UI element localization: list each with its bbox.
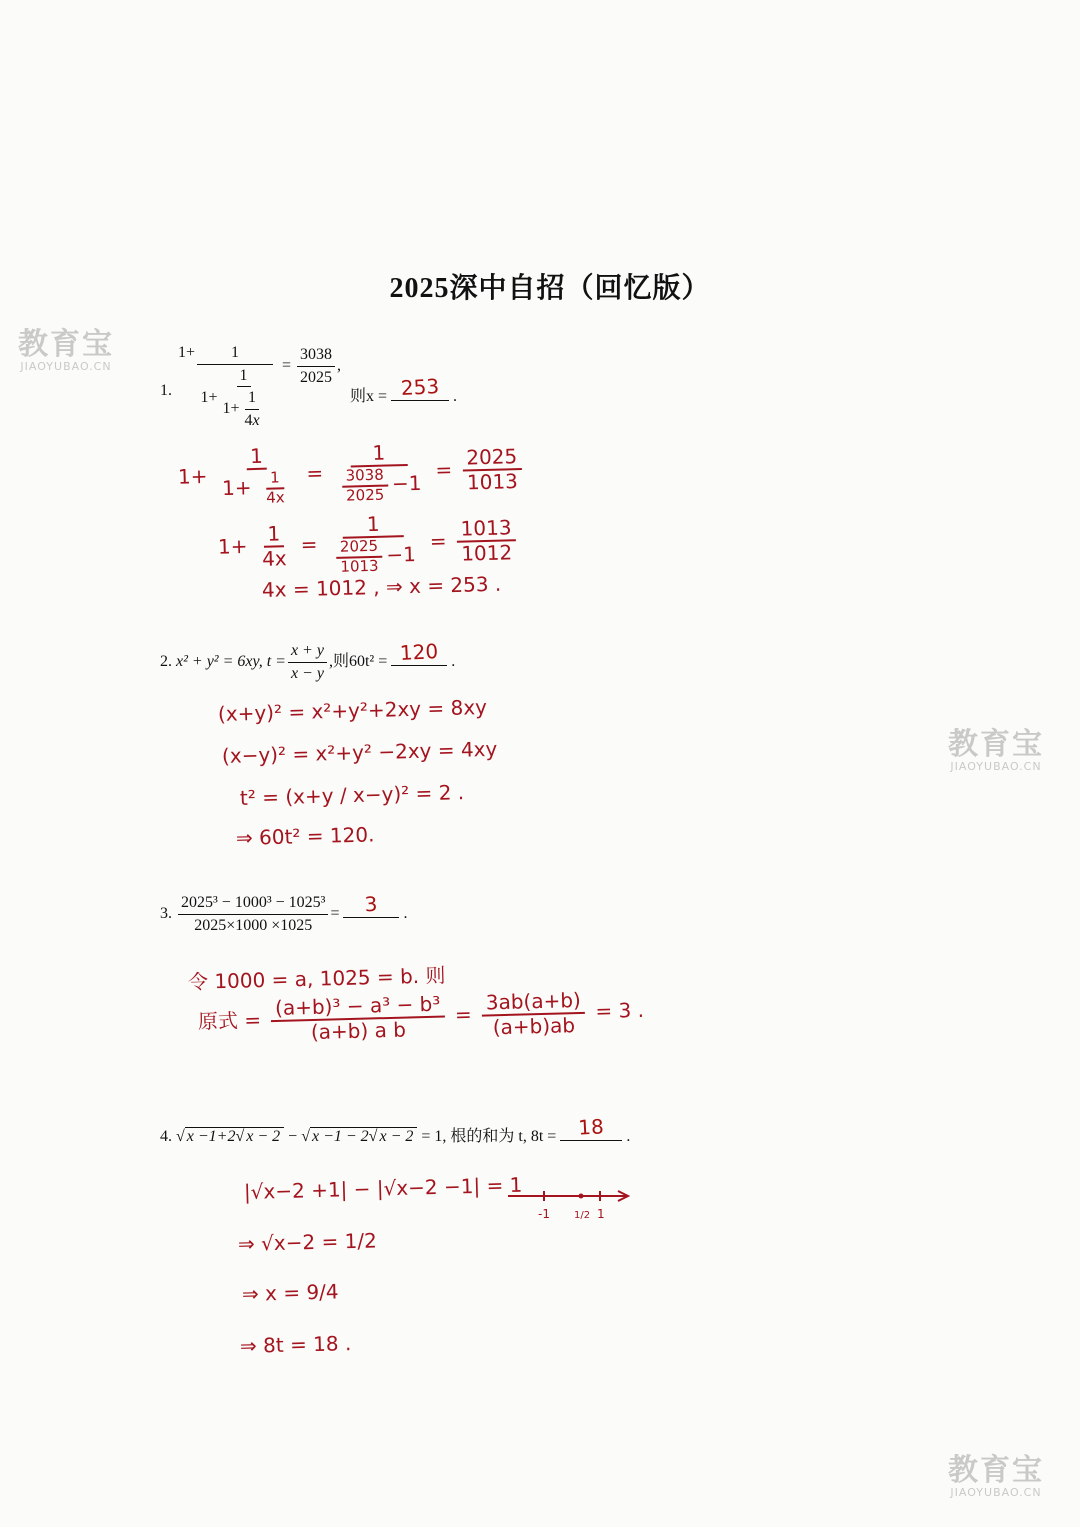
q4-answer: 18 [577,1114,605,1140]
q3-work-line1: 令 1000 = a, 1025 = b. 则 [187,963,446,994]
q2-work-line4: ⇒ 60t² = 120. [235,822,375,850]
hw-num: (a+b)³ − a³ − b³ [271,994,445,1023]
q1-result-den: 2025 [300,368,333,386]
hw-den: 4x [261,546,288,572]
q3-eq: = [330,904,340,922]
q1-frac-num: 1 [197,344,273,365]
q1-answer-blank [391,374,449,401]
q2-work-line3: t² = (x+y / x−y)² = 2 . [239,780,465,810]
q3-number: 3. [160,904,172,922]
hw-den: $\frac{2025}{1013}$ −1 [328,537,421,576]
q2-frac-num: x + y [288,642,327,663]
q3-frac [178,894,328,934]
q1-one: 1+ [178,344,196,361]
hw-den: 1013 [466,469,519,495]
q2-work-line1: (x+y)² = x²+y²+2xy = 8xy [217,694,488,726]
watermark-brand: 教育宝 [948,1453,1044,1488]
watermark-brand: 教育宝 [948,727,1044,762]
q4-work-line1: |√x−2 +1| − |√x−2 −1| = 1 [243,1172,523,1204]
hw-frac [257,523,291,570]
q4-radical-1: x −1+2√ x − 2 [185,1127,284,1145]
q2-frac-den: x − y [290,664,324,682]
q1-expression [178,344,275,429]
q1-work-line2: 1+ $\frac{1}{4x}$ = 1 $\frac{2025}{1013}$ −1 = $\frac{1013}{1012}$ [217,510,520,578]
q1-inner-num: 1 [245,389,259,410]
hw-num: 1013 [456,517,516,543]
q1-result-num: 3038 [297,346,335,367]
q3-work-line2: 原式 = $\frac{\text{(a+b)³ − a³ − b³}}{\text{(a+b) a b}}$ = $\frac{3ab(a+b)}{(a+b)ab}$ = 3 . [197,987,645,1045]
hw-den: $\frac{3038}{2025}$ −1 [333,466,426,505]
hw-num: 3ab(a+b) [482,990,586,1017]
q1-work-line1: 1+ 1 1+ $\frac{1}{4x}$ = 1 $\frac{3038}{2025}$ −1 = $\frac{2025}{1013}$ [177,439,526,509]
q1-one: 1+ [222,399,240,417]
q3-line: 3. $\frac{\text{2025³ − 1000³ − 1025³}}{2025\times 1000 \times 1025}$ = 3 . [160,891,408,934]
hw-frac [341,465,388,505]
q4-radical-2: x −1 − 2√ x − 2 [310,1127,417,1145]
hw-frac [336,536,383,576]
hw-text: = 3 . [595,997,645,1024]
q1-mid-num: 1 [237,367,251,388]
q4-line: 4. √ x −1+2√ x − 2 − √ x −1 − 2√ x − 2 = 1, 根的和为 t, 8t = 18 . [160,1114,631,1145]
hw-den: 2025 [345,485,385,505]
hw-num: 1 [263,524,284,549]
hw-den: 1+ $\frac{1}{4x}$ [218,469,297,508]
q1-prompt: 则x = 253 . [350,374,458,405]
hw-num: 3038 [341,468,388,488]
hw-num: 2025 [336,539,383,559]
hw-den: 4x [265,487,285,507]
q1-one: 1+ [200,388,218,406]
q4-answer-blank [560,1114,622,1141]
q1-frac-den [197,365,272,430]
q2-line: 2. x² + y² = 6xy, t = $\frac{x + y}{x - y}$ ,则60t² = 120 . [160,638,456,682]
q4-work-line2: ⇒ √x−2 = 1/2 [237,1228,378,1256]
hw-frac [262,470,289,506]
hw-den: 1013 [340,556,379,576]
q1-tail: 则x = [350,388,388,405]
hw-frac [327,513,420,576]
hw-frac [482,987,586,1040]
q2-number: 2. [160,652,172,670]
q1-answer: 253 [400,374,440,400]
hw-frac [456,517,516,565]
watermark-logo [18,327,114,373]
q1-inner-frac [242,389,263,429]
hw-num: 2025 [462,446,522,472]
q2-frac [288,642,327,682]
q4-text-b: = 1, 根的和为 t, 8t = [421,1128,557,1145]
q1-work-line3: 4x = 1012 , ⇒ x = 253 . [261,571,502,602]
q3-answer: 3 [364,891,379,917]
hw-num: 1 [266,470,284,489]
page-title: 2025深中自招（回忆版） [389,273,711,304]
hw-text: 原式 = [197,1007,262,1034]
q1-number: 1. [160,382,172,399]
watermark-brand: 教育宝 [18,327,114,362]
q2-answer-blank [391,638,447,666]
q1-result: = $\frac{3038}{2025}$ , [282,346,342,386]
q4-number: 4. [160,1128,172,1145]
q1-mid-den [219,387,267,429]
q1-inner-den: 4x [244,411,260,429]
q1-outer-frac [197,344,273,429]
q1-result-frac [297,346,335,386]
q2-text-b: ,则60t² = [328,652,388,670]
hw-den: (a+b) a b [310,1017,407,1045]
tick-label: 1/2 [574,1210,591,1221]
tick-label: 1 [597,1207,605,1221]
number-line [504,1184,634,1224]
q3-frac-den: 2025×1000 ×1025 [194,916,313,934]
watermark-site: JIAOYUBAO.CN [20,360,112,373]
watermark-logo [948,1453,1044,1499]
watermark-site: JIAOYUBAO.CN [950,1486,1042,1499]
hw-num: 1 [343,513,404,539]
hw-frac [217,445,297,508]
hw-frac [462,446,522,494]
tick-label: -1 [538,1207,550,1221]
hw-den: 1012 [460,540,513,566]
hw-frac [333,442,426,505]
hw-den: (a+b)ab [492,1013,576,1040]
q4-work-line4: ⇒ 8t = 18 . [239,1331,352,1358]
hw-frac [271,991,445,1045]
q2-text-a: x² + y² = 6xy, t = [176,652,286,670]
hw-num: 1 [246,446,267,471]
q3-answer-blank [343,891,399,918]
watermark-site: JIAOYUBAO.CN [950,760,1042,773]
q4-work-line3: ⇒ x = 9/4 [241,1279,339,1306]
q1-mid-frac [219,367,267,430]
watermark-logo [948,727,1044,773]
hw-num: 1 [350,442,407,467]
q3-frac-num: 2025³ − 1000³ − 1025³ [178,894,328,915]
q2-work-line2: (x−y)² = x²+y² −2xy = 4xy [221,736,498,768]
q2-answer: 120 [399,638,439,665]
